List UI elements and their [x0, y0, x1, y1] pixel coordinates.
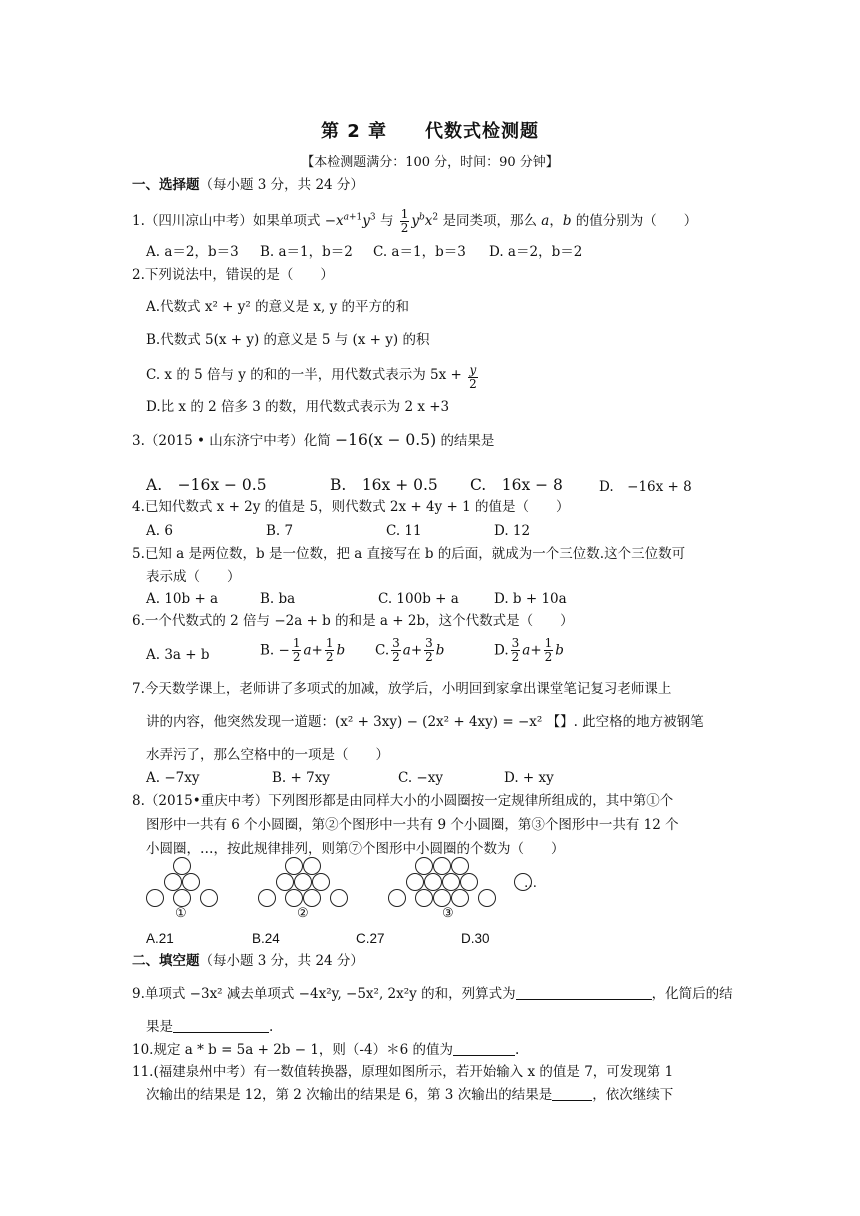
pattern-circle — [147, 890, 164, 907]
q1-term1: $-x^{a+1}y^3$ — [324, 212, 376, 229]
q7-expression: (x² + 3xy) − (2x² + 4xy) = −x² — [335, 714, 543, 730]
option-c[interactable]: C. −xy — [398, 770, 443, 786]
section-heading — [132, 176, 364, 194]
pattern-circle — [201, 890, 218, 907]
question-4: 4.已知代数式 x + 2y 的值是 5，则代数式 2x + 4y + 1 的值是（ ） — [132, 499, 570, 515]
pattern-circle — [174, 890, 191, 907]
pattern-circle — [479, 890, 496, 907]
question-7: 7.今天数学课上，老师讲了多项式的加减，放学后，小明回到家拿出课堂笔记复习老师课上 — [132, 681, 672, 697]
section-label: 二、填空题 — [132, 953, 200, 969]
option-a[interactable]: A.21 — [146, 931, 174, 946]
section-note: （每小题 3 分，共 24 分） — [199, 177, 364, 193]
section-heading — [132, 952, 364, 970]
option-c[interactable] — [146, 364, 480, 391]
pattern-circle — [452, 858, 469, 875]
option-d[interactable]: D. b + 10a — [494, 591, 567, 607]
question-8-cont: 图形中一共有 6 个小圆圈，第②个图形中一共有 9 个小圆圈，第③个图形中一共有 12 个 — [146, 817, 679, 833]
option-d[interactable]: D. $\frac{3}{2}$ a+ $\frac{1}{2}$ b — [494, 636, 564, 664]
question-8: 8.（2015•重庆中考）下列图形都是由同样大小的小圆圈按一定规律所组成的，其中第①个 — [132, 793, 674, 809]
option-a[interactable]: A. 10b + a — [146, 591, 219, 607]
pattern-circle — [452, 890, 469, 907]
q1-text: 与 — [379, 213, 394, 229]
option-c[interactable]: C. 16x − 8 — [470, 476, 563, 494]
option-d[interactable]: D. + xy — [504, 770, 554, 786]
q1-vars: a，b — [541, 213, 572, 229]
pattern-circle — [416, 858, 433, 875]
question-9-cont: 果是 . — [146, 1019, 274, 1035]
option-a[interactable]: A. −16x − 0.5 — [146, 476, 267, 494]
pattern-circle — [389, 890, 406, 907]
question-1 — [132, 208, 697, 235]
section-note: （每小题 3 分，共 24 分） — [199, 953, 364, 969]
q1-term2: $y^bx^2$ — [411, 212, 439, 229]
pattern-circle — [331, 890, 348, 907]
pattern-circle — [286, 890, 303, 907]
answer-blank[interactable] — [453, 1041, 515, 1056]
question-5-cont: 表示成（ ） — [146, 569, 241, 585]
q3-text: 3.（2015 • 山东济宁中考）化简 — [132, 433, 331, 449]
page-title: 第 2 章 代数式检测题 — [320, 121, 540, 142]
q3-expression: −16(x − 0.5) — [335, 431, 437, 449]
pattern-circle — [443, 874, 460, 891]
pattern-circle — [295, 874, 312, 891]
pattern-circle — [407, 874, 424, 891]
pattern-circle — [434, 858, 451, 875]
option-d[interactable]: D.比 x 的 2 倍多 3 的数，用代数式表示为 2 x +3 — [146, 399, 450, 415]
question-11: 11.(福建泉州中考）有一数值转换器，原理如图所示，若开始输入 x 的值是 7，可发现第 1 — [132, 1064, 674, 1080]
option-a[interactable]: A. 6 — [146, 523, 173, 539]
q1-text: 的值分别为（ ） — [575, 213, 698, 229]
question-11-cont: 次输出的结果是 12，第 2 次输出的结果是 6，第 3 次输出的结果是 ，依次继续下 — [146, 1087, 674, 1103]
q1-text: 是同类项，那么 — [442, 213, 537, 229]
section-label: 一、选择题 — [132, 177, 200, 193]
option-c-fraction: $\frac{y}{2}$ — [469, 363, 477, 391]
option-b[interactable]: B. a＝1，b＝2 — [260, 244, 353, 260]
option-a[interactable]: A. a＝2，b＝3 — [146, 244, 239, 260]
circle-pattern-figure — [140, 856, 560, 908]
option-b[interactable]: B. ba — [260, 591, 296, 607]
figure-label-3: ③ — [442, 906, 454, 921]
pattern-ellipsis: … — [524, 876, 537, 891]
option-a[interactable]: A. 3a + b — [146, 647, 210, 663]
option-a[interactable]: A. −7xy — [146, 770, 200, 786]
page-subtitle: 【本检测题满分：100 分，时间：90 分钟】 — [301, 155, 559, 170]
option-c[interactable]: C. a＝1，b＝3 — [373, 244, 466, 260]
option-c[interactable]: C. $\frac{3}{2}$ a+ $\frac{3}{2}$ b — [375, 636, 445, 664]
question-6: 6.一个代数式的 2 倍与 −2a + b 的和是 a + 2b，这个代数式是（ ） — [132, 613, 574, 629]
question-7-cont: 讲的内容，他突然发现一道题：(x² + 3xy) − (2x² + 4xy) = −x² 【】. 此空格的地方被钢笔 — [146, 714, 704, 730]
pattern-circle — [304, 890, 321, 907]
pattern-circle — [165, 874, 182, 891]
option-d[interactable]: D. 12 — [494, 523, 531, 539]
pattern-circle — [416, 890, 433, 907]
figure-label-2: ② — [297, 906, 309, 921]
pattern-circle — [434, 890, 451, 907]
question-8-cont: 小圆圈，…，按此规律排列，则第⑦个图形中小圆圈的个数为（ ） — [146, 841, 565, 857]
option-b[interactable]: B.24 — [252, 931, 280, 946]
option-b[interactable]: B. 7 — [266, 523, 294, 539]
q1-text: 1.（四川凉山中考）如果单项式 — [132, 213, 321, 229]
answer-blank[interactable] — [552, 1086, 592, 1101]
option-b[interactable]: B. − $\frac{1}{2}$ a+ $\frac{1}{2}$ b — [260, 636, 346, 664]
option-c[interactable]: C. 11 — [386, 523, 422, 539]
question-9: 9.单项式 −3x² 减去单项式 −4x²y, −5x², 2x²y 的和，列算式为 ，化简后的结 — [132, 986, 733, 1002]
answer-blank[interactable] — [516, 985, 652, 1000]
option-b[interactable]: B.代数式 5(x + y) 的意义是 5 与 (x + y) 的积 — [146, 332, 430, 348]
option-c-text: C. x 的 5 倍与 y 的和的一半，用代数式表示为 5x + — [146, 367, 462, 383]
option-b[interactable]: B. + 7xy — [272, 770, 330, 786]
option-d[interactable]: D. −16x + 8 — [599, 479, 692, 495]
question-2: 2.下列说法中，错误的是（ ） — [132, 267, 334, 283]
pattern-circle — [174, 858, 191, 875]
option-d[interactable]: D. a＝2，b＝2 — [489, 244, 583, 260]
answer-blank[interactable] — [173, 1018, 269, 1033]
pattern-circle — [304, 858, 321, 875]
q3-text: 的结果是 — [440, 433, 495, 449]
q1-fraction: $\frac{1}{2}$ — [400, 207, 409, 235]
pattern-circle — [277, 874, 294, 891]
pattern-circle — [425, 874, 442, 891]
question-3 — [132, 431, 494, 450]
option-c[interactable]: C.27 — [356, 931, 385, 946]
question-7-cont: 水弄污了，那么空格中的一项是（ ） — [146, 747, 389, 763]
pattern-circle — [461, 874, 478, 891]
figure-label-1: ① — [175, 906, 187, 921]
question-5: 5.已知 a 是两位数，b 是一位数，把 a 直接写在 b 的后面，就成为一个三位数.这个三位数可 — [132, 546, 686, 562]
pattern-circle — [313, 874, 330, 891]
option-a[interactable]: A.代数式 x² + y² 的意义是 x, y 的平方的和 — [146, 299, 409, 315]
pattern-circle — [183, 874, 200, 891]
option-b[interactable]: B. 16x + 0.5 — [330, 476, 438, 494]
question-10: 10.规定 a * b = 5a + 2b − 1，则（-4）＊6 的值为 . — [132, 1042, 520, 1058]
option-d[interactable]: D.30 — [461, 931, 490, 946]
option-c[interactable]: C. 100b + a — [378, 591, 459, 607]
pattern-circle — [259, 890, 276, 907]
pattern-circle — [286, 858, 303, 875]
